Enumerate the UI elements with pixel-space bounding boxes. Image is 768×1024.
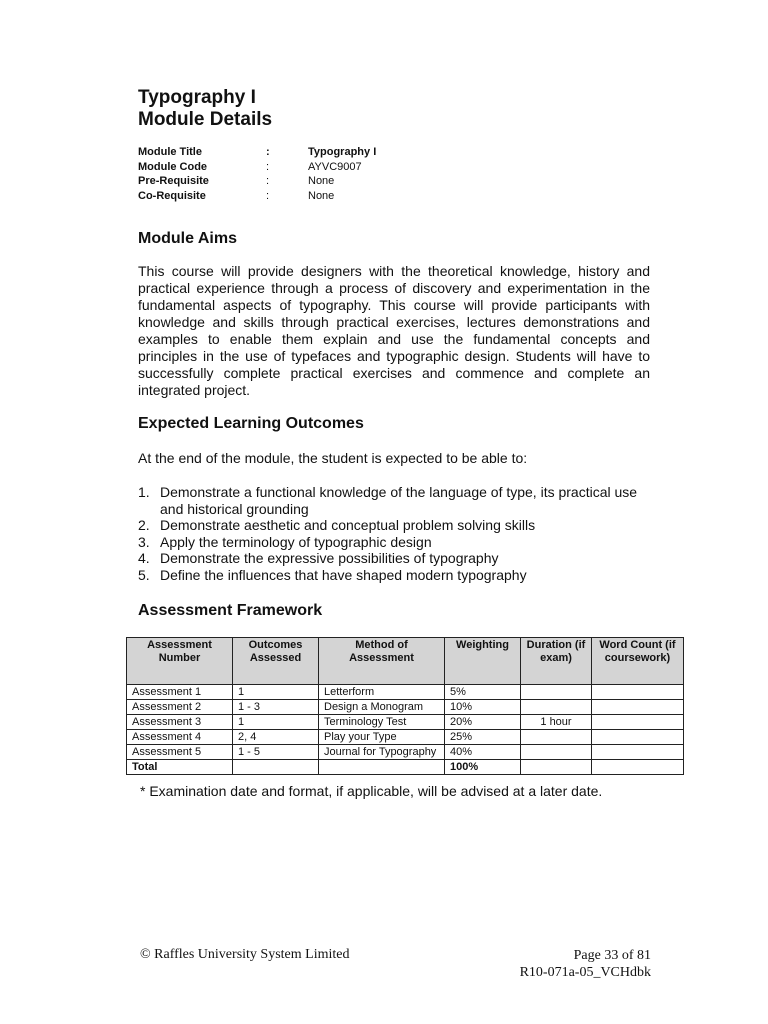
table-cell: 5% xyxy=(445,685,521,700)
total-label: Total xyxy=(127,760,233,775)
module-info-value: Typography I xyxy=(308,146,377,158)
table-row xyxy=(127,685,684,700)
module-info-row xyxy=(138,189,376,204)
column-header: Duration (if exam) xyxy=(521,638,592,685)
table-cell: 1 xyxy=(233,685,319,700)
outcomes-list xyxy=(138,484,658,584)
document-code: R10-071a-05_VCHdbk xyxy=(519,965,651,980)
module-info xyxy=(138,145,376,203)
module-info-row xyxy=(138,160,376,175)
list-text: Demonstrate the expressive possibilities of typography xyxy=(160,550,499,567)
table-cell xyxy=(592,745,684,760)
column-header: Assessment Number xyxy=(127,638,233,685)
table-cell xyxy=(592,760,684,775)
list-text: Define the influences that have shaped modern typography xyxy=(160,566,527,583)
list-number: 3. xyxy=(138,533,150,550)
module-info-value: AYVC9007 xyxy=(308,160,362,173)
table-cell xyxy=(521,685,592,700)
exam-note: * Examination date and format, if applicable, will be advised at a later date. xyxy=(140,783,603,799)
table-cell xyxy=(592,700,684,715)
table-cell: Assessment 1 xyxy=(127,685,233,700)
table-cell: 10% xyxy=(445,700,521,715)
table-cell: Assessment 2 xyxy=(127,700,233,715)
footer-page-info xyxy=(520,947,651,981)
table-row xyxy=(127,715,684,730)
title-line-2: Module Details xyxy=(138,109,273,130)
table-cell: 1 - 3 xyxy=(233,700,319,715)
aims-paragraph: This course will provide designers with the theoretical knowledge, history and practical experience through a process of discovery and experimentation in the fundamental aspects of typography. This course will provide participants with knowledge and skills through practical exercises, lectures demonstrations and examples to enable them explain and use the fundamental concepts and principles in the use of typefaces and typographic design. Students will have to successfully complete practical exercises and commence and complete an integrated project. xyxy=(138,263,650,398)
module-info-sep: : xyxy=(266,160,270,173)
table-total-row xyxy=(127,760,684,775)
outcomes-heading: Expected Learning Outcomes xyxy=(138,415,364,432)
table-cell: 20% xyxy=(445,715,521,730)
list-text: Demonstrate aesthetic and conceptual problem solving skills xyxy=(160,517,536,534)
table-row xyxy=(127,745,684,760)
list-item xyxy=(138,484,658,517)
list-item xyxy=(138,550,658,567)
title-line-1: Typography I xyxy=(138,87,256,108)
table-cell: 1 xyxy=(233,715,319,730)
table-cell: 1 - 5 xyxy=(233,745,319,760)
list-number: 5. xyxy=(138,566,150,583)
module-info-label: Pre-Requisite xyxy=(138,175,209,187)
total-weight: 100% xyxy=(445,760,521,775)
list-text: Apply the terminology of typographic design xyxy=(160,533,432,550)
table-cell xyxy=(592,685,684,700)
table-cell xyxy=(592,715,684,730)
table-cell: 1 hour xyxy=(521,715,592,730)
table-cell: 25% xyxy=(445,730,521,745)
list-item xyxy=(138,567,658,584)
module-info-label: Co-Requisite xyxy=(138,189,206,202)
column-header: Word Count (if coursework) xyxy=(592,638,684,685)
table-row xyxy=(127,730,684,745)
table-cell: Assessment 4 xyxy=(127,730,233,745)
module-info-label: Module Title xyxy=(138,146,202,158)
module-info-sep: : xyxy=(266,175,270,187)
module-info-value: None xyxy=(308,189,335,202)
table-cell: Journal for Typography xyxy=(319,745,445,760)
column-header: Outcomes Assessed xyxy=(233,638,319,685)
table-cell: 40% xyxy=(445,745,521,760)
framework-heading: Assessment Framework xyxy=(138,602,323,619)
module-info-row xyxy=(138,145,376,160)
list-number: 2. xyxy=(138,517,150,534)
table-cell: Play your Type xyxy=(319,730,445,745)
table-cell: Assessment 5 xyxy=(127,745,233,760)
table-cell xyxy=(521,730,592,745)
list-text: Demonstrate a functional knowledge of the language of type, its practical use and historical grounding xyxy=(160,484,638,517)
module-info-value: None xyxy=(308,175,335,187)
table-cell xyxy=(521,745,592,760)
table-row xyxy=(127,700,684,715)
table-cell: Letterform xyxy=(319,685,445,700)
table-cell xyxy=(592,730,684,745)
table-cell: Design a Monogram xyxy=(319,700,445,715)
table-cell xyxy=(521,760,592,775)
module-info-label: Module Code xyxy=(138,160,208,173)
table-cell xyxy=(233,760,319,775)
list-number: 4. xyxy=(138,550,150,567)
assessment-table xyxy=(126,637,684,775)
table-header-row xyxy=(127,638,684,685)
list-number: 1. xyxy=(138,484,150,500)
outcomes-intro: At the end of the module, the student is expected to be able to: xyxy=(138,450,528,466)
module-info-sep: : xyxy=(266,189,270,202)
page-number: Page 33 of 81 xyxy=(573,948,651,963)
column-header: Method of Assessment xyxy=(319,638,445,685)
table-cell xyxy=(319,760,445,775)
table-cell: 2, 4 xyxy=(233,730,319,745)
module-info-row xyxy=(138,174,376,189)
page-title xyxy=(138,87,272,131)
column-header: Weighting xyxy=(445,638,521,685)
table-cell: Terminology Test xyxy=(319,715,445,730)
table-cell xyxy=(521,700,592,715)
list-item xyxy=(138,534,658,551)
footer-copyright: © Raffles University System Limited xyxy=(140,947,350,962)
table-cell: Assessment 3 xyxy=(127,715,233,730)
module-info-sep: : xyxy=(266,146,270,158)
list-item xyxy=(138,517,658,534)
aims-heading: Module Aims xyxy=(138,230,237,247)
